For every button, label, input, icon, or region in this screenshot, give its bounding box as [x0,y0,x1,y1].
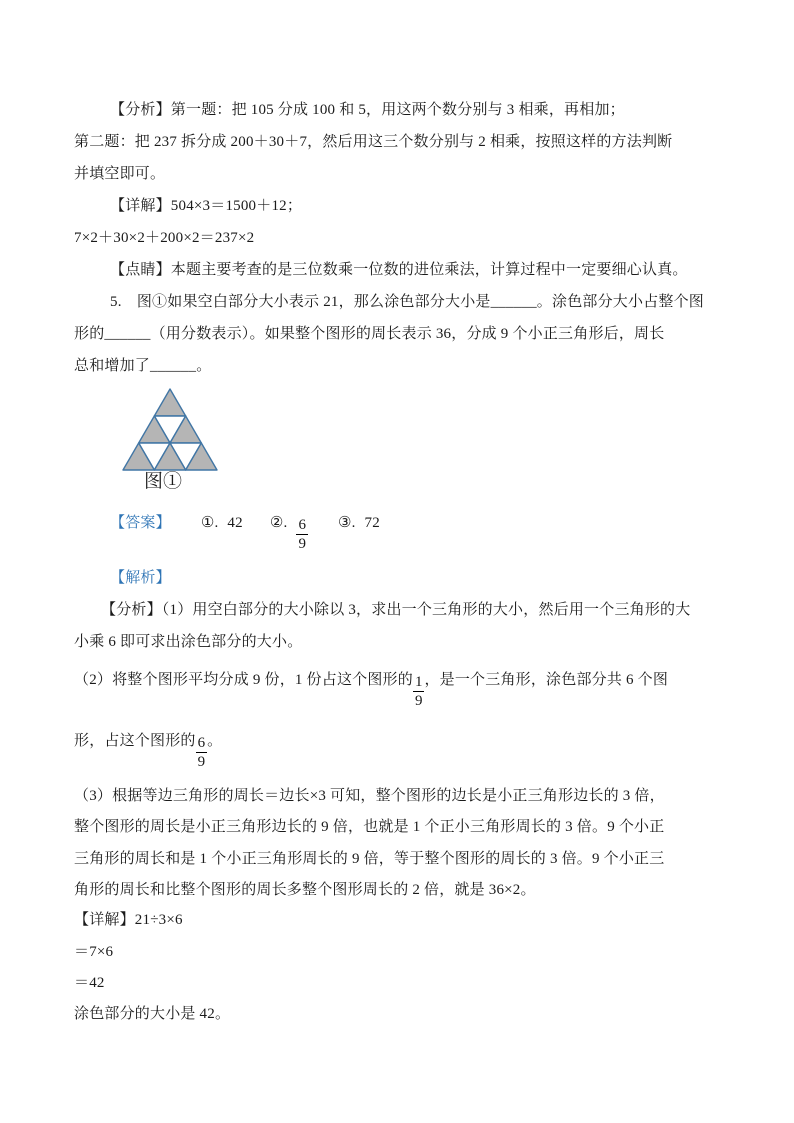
expl-para2-line [74,670,668,710]
q5-stem-line-2: 形的______（用分数表示）。如果整个图形的周长表示 36，分成 9 个小正三角形后，周长 [74,326,665,342]
fraction-numerator: 1 [414,674,423,690]
expl-detail-line-1: 【详解】21÷3×6 [74,912,183,928]
para2b-text-after: 。 [207,733,223,749]
para2-text-before: （2）将整个图形平均分成 9 份，1 份占这个图形的 [74,672,413,688]
expl-analysis-line-2: 小乘 6 即可求出涂色部分的大小。 [74,634,303,650]
answer-item-1 [201,513,243,534]
answer-item-3 [338,513,380,534]
figure-caption: 图① [144,471,183,492]
answer-item-3-no: ③. [337,515,356,531]
shaded-triangle [154,389,185,416]
fraction-numerator: 6 [298,517,306,533]
expl-conclusion-line: 涂色部分的大小是 42。 [74,1006,231,1022]
q4-analysis-line-1: 【分析】第一题：把 105 分成 100 和 5，用这两个数分别与 3 相乘，再相加； [110,102,625,118]
fraction-denominator: 9 [414,693,423,709]
expl-detail-line-3: ＝42 [74,975,105,991]
q4-detail-line-1: 【详解】504×3＝1500＋12； [110,198,303,214]
para2b-text-before: 形，占这个图形的 [74,733,196,749]
answer-line [74,513,380,553]
answer-item-2-fraction [296,516,308,553]
q4-analysis-line-2: 第二题：把 237 拆分成 200＋30＋7，然后用这三个数分别与 2 相乘，按照这样的方法判断 [74,134,673,150]
fraction-numerator: 6 [197,735,206,751]
answer-item-3-value: 72 [364,515,380,531]
triangle-figure [121,387,219,472]
fraction-denominator: 9 [298,536,306,552]
answer-item-1-no: ①. [200,515,219,531]
para2-fraction [413,673,425,710]
expl-analysis-line-1: 【分析】（1）用空白部分的大小除以 3，求出一个三角形的大小，然后用一个三角形的大 [101,602,691,618]
answer-item-2-no: ②. [269,515,288,531]
q5-stem-line-3: 总和增加了______。 [74,358,212,374]
answer-item-1-value: 42 [227,515,243,531]
expl-para3-line-2: 整个图形的周长是小正三角形边长的 9 倍，也就是 1 个正小三角形周长的 3 倍。9 个小正 [74,819,665,835]
expl-detail-line-2: ＝7×6 [74,944,114,960]
para2b-fraction [196,734,208,771]
answer-label: 【答案】 [110,515,171,531]
expl-para3-line-4: 角形的周长和比整个图形的周长多整个图形周长的 2 倍，就是 36×2。 [74,882,536,898]
triangle-rows [123,389,217,470]
answer-item-2 [270,513,308,553]
para2-text-after: ，是一个三角形，涂色部分共 6 个图 [424,672,669,688]
q4-remark-line: 【点睛】本题主要考查的是三位数乘一位数的进位乘法，计算过程中一定要细心认真。 [110,262,688,278]
expl-para2b-line [74,731,222,771]
fraction-denominator: 9 [197,754,206,770]
q5-stem-line-1: 5. 图①如果空白部分大小表示 21，那么涂色部分大小是______。涂色部分大小占整个图 [110,294,705,310]
expl-para3-line-1: （3）根据等边三角形的周长＝边长×3 可知，整个图形的边长是小正三角形边长的 3 倍， [74,788,665,804]
expl-para3-line-3: 三角形的周长和是 1 个小正三角形周长的 9 倍，等于整个图形的周长的 3 倍。9 个小正三 [74,851,665,867]
q4-detail-line-2: 7×2＋30×2＋200×2＝237×2 [74,230,255,246]
q4-analysis-line-3: 并填空即可。 [74,166,166,182]
explanation-label: 【解析】 [110,570,171,586]
